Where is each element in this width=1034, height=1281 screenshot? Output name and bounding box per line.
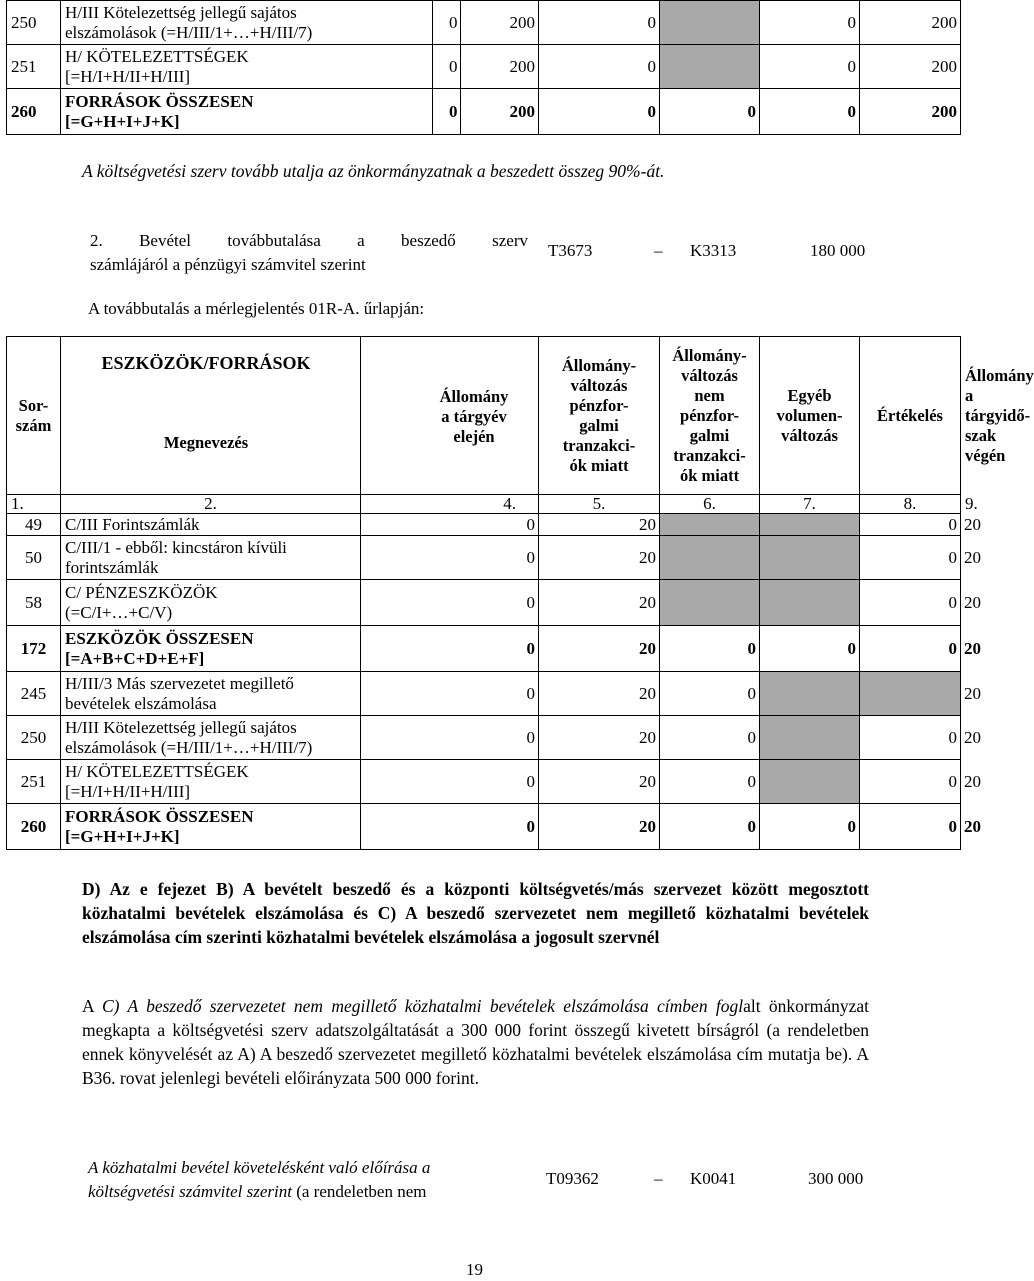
header-allomany-eleje: Állomány a tárgyév elején [361,337,539,495]
value-cell: 0 [660,716,760,760]
value-cell: 0 [361,626,539,672]
value-cell: 0 [760,804,860,850]
value-cell: 0 [539,89,660,135]
value-cell: 0 [361,716,539,760]
value-cell [860,672,961,716]
value-cell: 0 [433,1,461,45]
value-cell: 0 [860,716,961,760]
row-number: 245 [7,672,61,716]
value-cell: 200 [860,45,961,89]
index-row: 1. 2. 4. 5. 6. 7. 8. 9. [7,495,961,514]
value-cell [660,45,760,89]
entry2-debit: T3673 [548,241,593,260]
value-cell: 0 [860,514,961,536]
row-name: FORRÁSOK ÖSSZESEN [=G+H+I+J+K] [61,89,433,135]
entry2-credit: K3313 [690,241,737,260]
value-cell: 0 [361,804,539,850]
value-cell: 0 [860,580,961,626]
value-cell: 0 [660,804,760,850]
table-row: 260 FORRÁSOK ÖSSZESEN [=G+H+I+J+K] 0 20 0 0 0 20 [7,804,961,850]
row-number: 172 [7,626,61,672]
table-row [7,1,961,45]
header-eszkozok: ESZKÖZÖK/FORRÁSOK Megnevezés [61,337,361,495]
section-d-heading: D) Az e fejezet B) A bevételt beszedő és a központi költségvetés/más szervezet között megosztott közhatalmi bevételek elszámolása és C) A beszedő szervezetet nem megillető közhatalmi bevételek elszámolása cím szerinti közhatalmi bevételek elszámolása a jogosult szervnél [82,879,869,947]
value-cell [660,1,760,45]
value-cell: 20 [539,804,660,850]
value-cell: 0 [660,89,760,135]
index-cell: 2. [61,495,361,514]
value-cell: 200 [461,45,539,89]
row-number: 49 [7,514,61,536]
top-balance-table [6,0,961,135]
table-row [7,45,961,89]
row-name: FORRÁSOK ÖSSZESEN [=G+H+I+J+K] [61,804,361,850]
value-cell [760,716,860,760]
row-name: H/III Kötelezettség jellegű sajátos elszámolások (=H/III/1+…+H/III/7) [61,1,433,45]
value-cell: 0 [760,1,860,45]
table-row [7,89,961,135]
value-cell: 20 [539,626,660,672]
value-cell [760,672,860,716]
entry2-text: 2. Bevétel továbbutalása a beszedő szerv számlájáról a pénzügyi számvitel szerint [90,231,528,274]
value-cell: 20 [539,514,660,536]
value-cell: 20 [539,580,660,626]
index-cell: 7. [760,495,860,514]
value-cell: 0 [361,760,539,804]
value-cell [760,580,860,626]
row-number: 260 [7,804,61,850]
page-number: 19 [466,1260,483,1279]
value-cell: 0 [361,514,539,536]
entry3-amount: 300 000 [808,1169,864,1188]
row-number: 251 [7,45,61,89]
value-cell: 0 [760,626,860,672]
index-cell: 6. [660,495,760,514]
table-row: 172 ESZKÖZÖK ÖSSZESEN [=A+B+C+D+E+F] 0 20 0 0 0 20 [7,626,961,672]
entry2-amount: 180 000 [810,241,866,260]
row-name: H/III/3 Más szervezetet megillető bevételek elszámolása [61,672,361,716]
entry3-dash: – [654,1169,663,1188]
header-valtozas-nem-penzforgalmi: Állomány- változás nem pénzfor- galmi tranzakci- ók miatt [660,337,760,495]
value-cell [760,760,860,804]
value-cell: 0 [660,760,760,804]
value-cell: 0 [361,536,539,580]
row-number: 250 [7,1,61,45]
value-cell: 0 [860,760,961,804]
table-row: 58 C/ PÉNZESZKÖZÖK (=C/I+…+C/V) 0 20 0 20 [7,580,961,626]
value-cell: 0 [760,45,860,89]
value-cell [660,514,760,536]
value-cell: 200 [860,89,961,135]
value-cell: 20 [539,536,660,580]
header-valtozas-penzforgalmi: Állomány- változás pénzfor- galmi tranzakci- ók miatt [539,337,660,495]
table-row: 49 C/III Forintszámlák 0 20 0 20 [7,514,961,536]
row-name: H/ KÖTELEZETTSÉGEK [=H/I+H/II+H/III] [61,760,361,804]
row-number: 50 [7,536,61,580]
table-row: 251 H/ KÖTELEZETTSÉGEK [=H/I+H/II+H/III] 0 20 0 0 20 [7,760,961,804]
value-cell: 0 [361,580,539,626]
value-cell: 200 [860,1,961,45]
header-ertekeles: Értékelés [860,337,961,495]
value-cell: 0 [660,672,760,716]
value-cell: 0 [860,626,961,672]
row-number: 251 [7,760,61,804]
index-cell: 8. [860,495,961,514]
row-number: 260 [7,89,61,135]
value-cell: 0 [433,89,461,135]
value-cell: 0 [660,626,760,672]
table-row: 250 H/III Kötelezettség jellegű sajátos elszámolások (=H/III/1+…+H/III/7) 0 20 0 0 20 [7,716,961,760]
value-cell: 0 [860,536,961,580]
entry2-dash: – [654,241,663,260]
entry3-text: A közhatalmi bevétel követelésként való előírása a költségvetési számvitel szerint (a rendeletben nem [88,1158,431,1201]
row-name: ESZKÖZÖK ÖSSZESEN [=A+B+C+D+E+F] [61,626,361,672]
index-cell: 4. [361,495,539,514]
index-cell: 1. [7,495,61,514]
row-name: H/ KÖTELEZETTSÉGEK [=H/I+H/II+H/III] [61,45,433,89]
value-cell [760,536,860,580]
entry3-debit: T09362 [546,1169,599,1188]
explanation-paragraph: A C) A beszedő szervezetet nem megillető közhatalmi bevételek elszámolása címben foglalt önkormányzat megkapta a költségvetési szerv adatszolgáltatását a 300 000 forint összegű kivetett bírságról (a rendeletben ennek könyvelését az A) A beszedő szervezetet megillető közhatalmi bevételek elszámolása cím mutatja be). A B36. rovat jelenlegi bevételi előirányzata 500 000 forint. [82,996,869,1088]
row-name: H/III Kötelezettség jellegű sajátos elszámolások (=H/III/1+…+H/III/7) [61,716,361,760]
entry3-credit: K0041 [690,1169,737,1188]
header-egyeb-volumen: Egyéb volumen- változás [760,337,860,495]
row-name: C/III/1 - ebből: kincstáron kívüli forintszámlák [61,536,361,580]
value-cell: 200 [461,1,539,45]
note-form: A továbbutalás a mérlegjelentés 01R-A. űrlapján: [88,299,425,318]
header-sorszam: Sor- szám [7,337,61,495]
value-cell [660,580,760,626]
note-forward: A költségvetési szerv tovább utalja az önkormányzatnak a beszedett összeg 90%-át. [82,161,665,181]
table-row: 245 H/III/3 Más szervezetet megillető bevételek elszámolása 0 20 0 20 [7,672,961,716]
value-cell: 0 [539,45,660,89]
value-cell: 0 [361,672,539,716]
row-name: C/III Forintszámlák [61,514,361,536]
row-number: 250 [7,716,61,760]
value-cell: 0 [539,1,660,45]
value-cell: 200 [461,89,539,135]
value-cell: 0 [433,45,461,89]
value-cell: 20 [539,760,660,804]
value-cell [760,514,860,536]
value-cell: 20 [539,716,660,760]
main-balance-table [6,336,1034,850]
header-row: Sor- szám ESZKÖZÖK/FORRÁSOK Megnevezés Állomány a tárgyév elején Állomány- változás pénzfor- galmi tranzakci- ók miatt Állomány- változás nem pénzfor- galmi tranzakci- ók miatt Egyéb volumen- változás Értékelés Állomány a tárgyidő- szak végén [7,337,961,495]
value-cell: 20 [539,672,660,716]
index-cell: 5. [539,495,660,514]
table-row: 50 C/III/1 - ebből: kincstáron kívüli forintszámlák 0 20 0 20 [7,536,961,580]
row-number: 58 [7,580,61,626]
value-cell: 0 [760,89,860,135]
row-name: C/ PÉNZESZKÖZÖK (=C/I+…+C/V) [61,580,361,626]
value-cell [660,536,760,580]
value-cell: 0 [860,804,961,850]
